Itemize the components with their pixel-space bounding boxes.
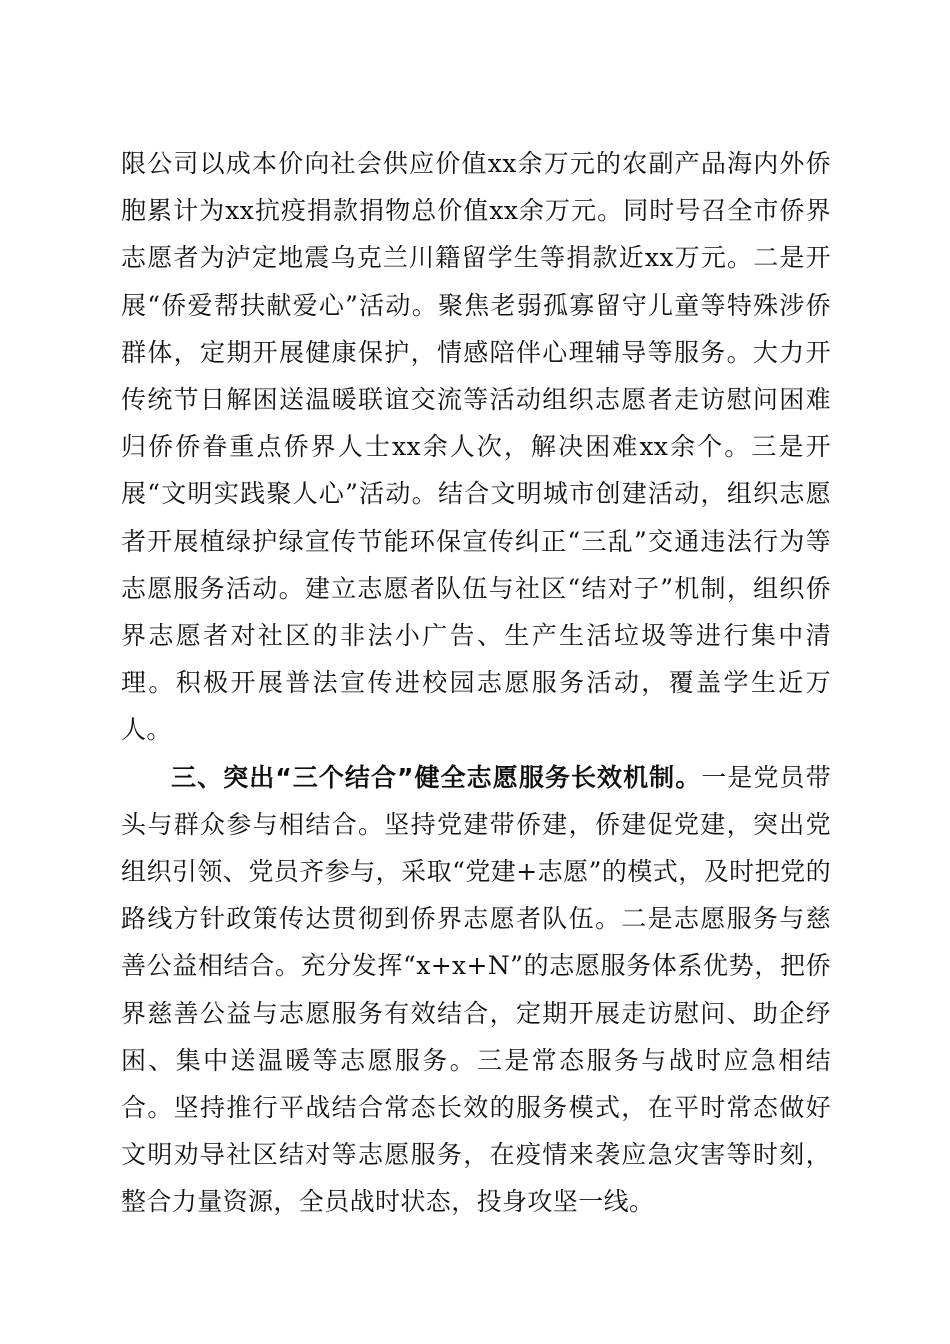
section-3-heading: 三、突出“三个结合”健全志愿服务长效机制。 — [171, 762, 702, 792]
paragraph-continuation: 限公司以成本价向社会供应价值xx余万元的农副产品海内外侨胞累计为xx抗疫捐款捐物总价值xx余万元。同时号召全市侨界志愿者为泸定地震乌克兰川籍留学生等捐款近xx万元。二是开展“侨爱帮扶献爱心”活动。聚焦老弱孤寡留守儿童等特殊涉侨群体，定期开展健康保护，情感陪伴心理辅导等服务。大力开传统节日解困送温暖联谊交流等活动组织志愿者走访慰问困难归侨侨眷重点侨界人士xx余人次，解决困难xx余个。三是开展“文明实践聚人心”活动。结合文明城市创建活动，组织志愿者开展植绿护绿宣传节能环保宣传纠正“三乱”交通违法行为等志愿服务活动。建立志愿者队伍与社区“结对子”机制，组织侨界志愿者对社区的非法小广告、生产生活垃圾等进行集中清理。积极开展普法宣传进校园志愿服务活动，覆盖学生近万人。 — [121, 149, 831, 745]
section-3-paragraph — [121, 754, 831, 1226]
document-body — [121, 140, 831, 1226]
section-3-body: 一是党员带头与群众参与相结合。坚持党建带侨建，侨建促党建，突出党组织引领、党员齐参与，采取“党建+志愿”的模式，及时把党的路线方针政策传达贯彻到侨界志愿者队伍。二是志愿服务与慈善公益相结合。充分发挥“x+x+N”的志愿服务体系优势，把侨界慈善公益与志愿服务有效结合，定期开展走访慰问、助企纾困、集中送温暖等志愿服务。三是常态服务与战时应急相结合。坚持推行平战结合常态长效的服务模式，在平时常态做好文明劝导社区结对等志愿服务，在疫情来袭应急灾害等时刻，整合力量资源，全员战时状态，投身攻坚一线。 — [121, 762, 831, 1217]
